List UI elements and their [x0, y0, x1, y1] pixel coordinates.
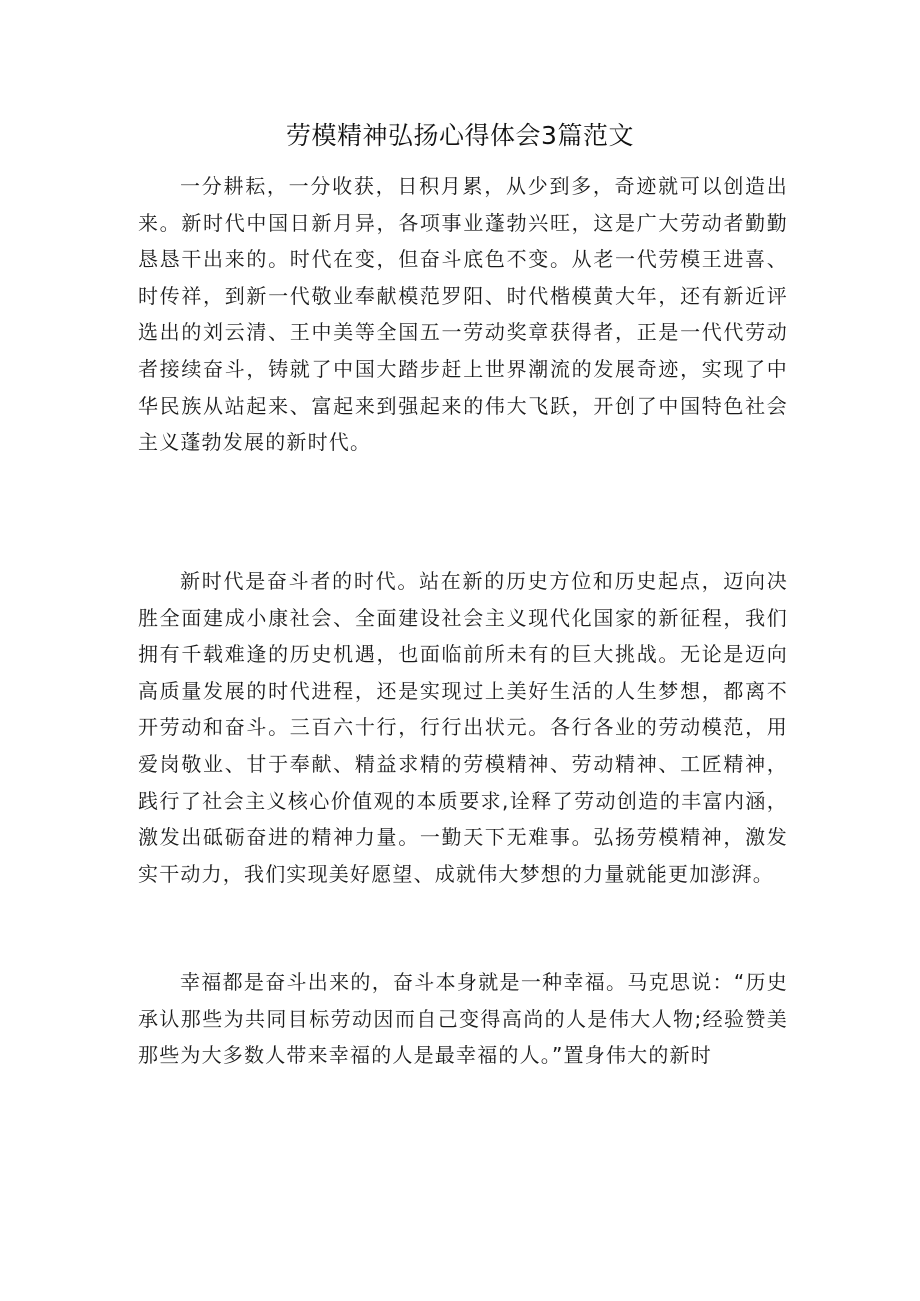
- paragraph-3: 幸福都是奋斗出来的，奋斗本身就是一种幸福。马克思说：“历史承认那些为共同目标劳动因而自己变得高尚的人是伟大人物;经验赞美那些为大多数人带来幸福的人是最幸福的人。”置身伟大的新时: [138, 970, 788, 1068]
- paragraph-1: 一分耕耘，一分收获，日积月累，从少到多，奇迹就可以创造出来。新时代中国日新月异，各项事业蓬勃兴旺，这是广大劳动者勤勤恳恳干出来的。时代在变，但奋斗底色不变。从老一代劳模王进喜、时传祥，到新一代敬业奉献模范罗阳、时代楷模黄大年，还有新近评选出的刘云清、王中美等全国五一劳动奖章获得者，正是一代代劳动者接续奋斗，铸就了中国大踏步赶上世界潮流的发展奇迹，实现了中华民族从站起来、富起来到强起来的伟大飞跃，开创了中国特色社会主义蓬勃发展的新时代。: [138, 174, 788, 455]
- document-title: 劳模精神弘扬心得体会3篇范文: [286, 121, 634, 150]
- paragraph-2: 新时代是奋斗者的时代。站在新的历史方位和历史起点，迈向决胜全面建成小康社会、全面建设社会主义现代化国家的新征程，我们拥有千载难逢的历史机遇，也面临前所未有的巨大挑战。无论是迈向高质量发展的时代进程，还是实现过上美好生活的人生梦想，都离不开劳动和奋斗。三百六十行，行行出状元。各行各业的劳动模范，用爱岗敬业、甘于奉献、精益求精的劳模精神、劳动精神、工匠精神，践行了社会主义核心价值观的本质要求,诠释了劳动创造的丰富内涵，激发出砥砺奋进的精神力量。一勤天下无难事。弘扬劳模精神，激发实干动力，我们实现美好愿望、成就伟大梦想的力量就能更加澎湃。: [138, 569, 788, 886]
